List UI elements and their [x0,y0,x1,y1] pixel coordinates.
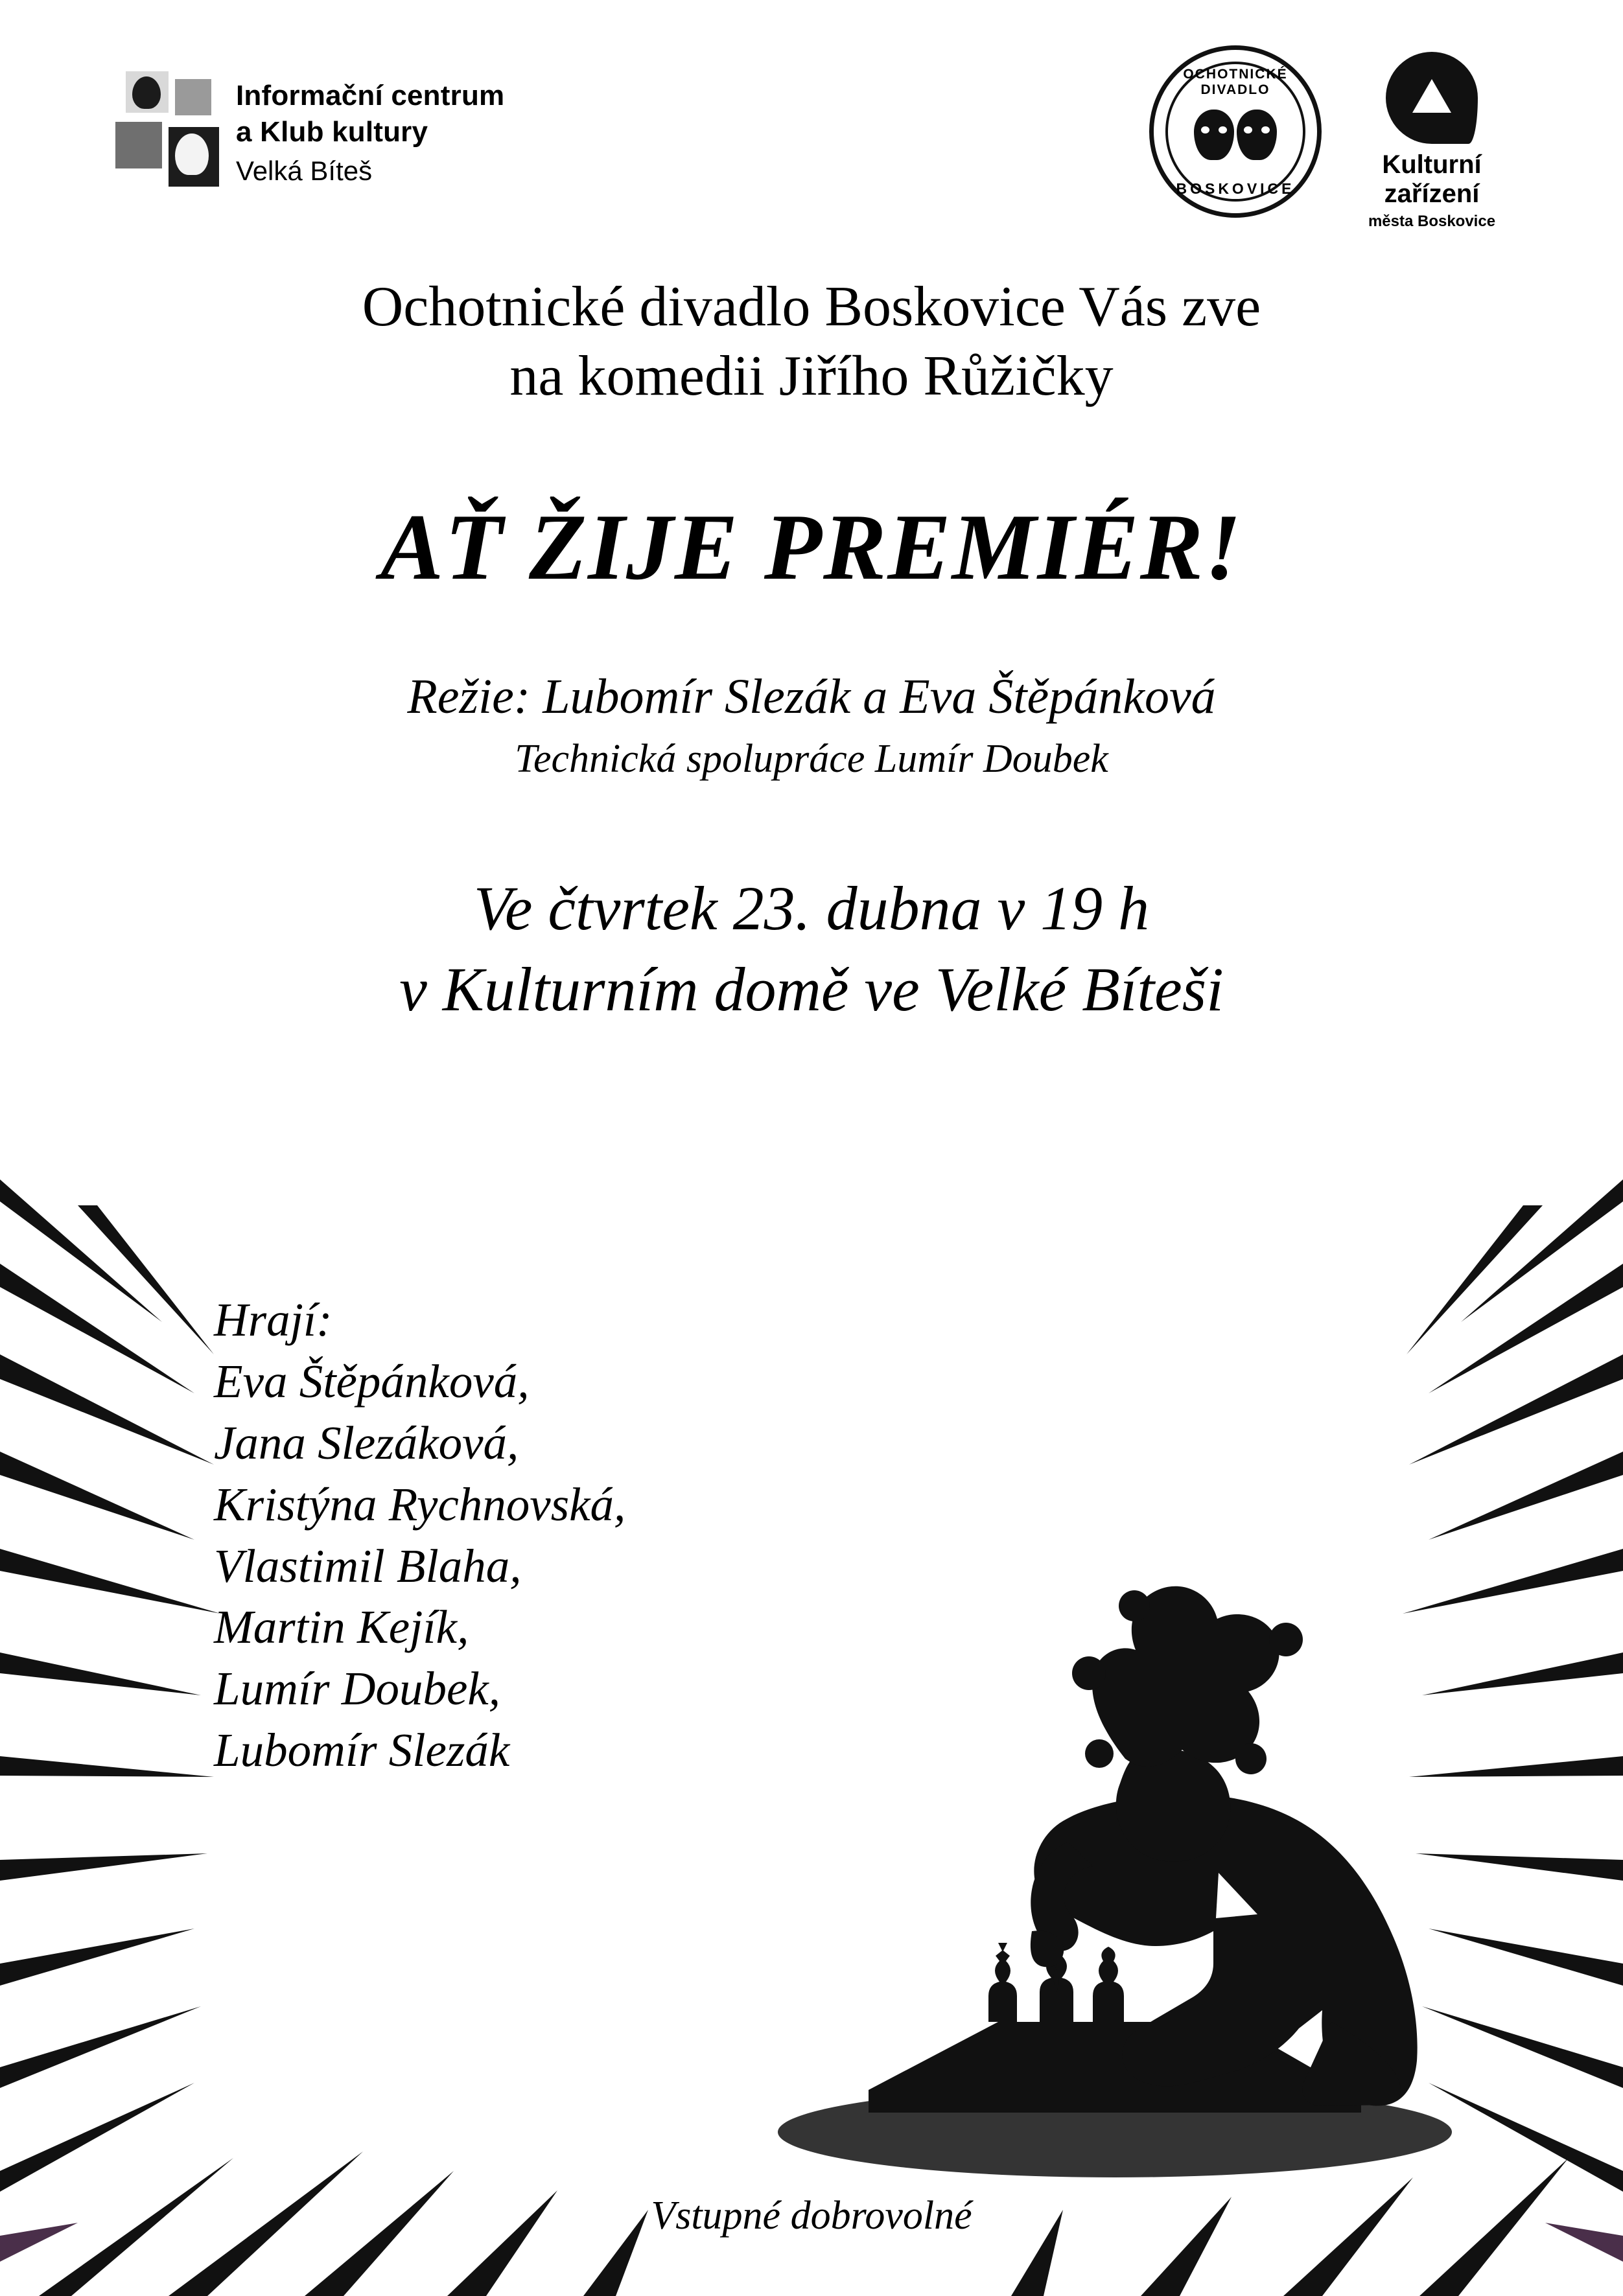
jester-chess-illustration [635,1186,1556,2197]
credits-block [0,667,1623,785]
cast-heading: Hrají: [214,1293,333,1346]
kz-line-3: města Boskovice [1368,212,1496,230]
seal-bottom-text: BOSKOVICE [1176,180,1295,197]
event-date-line: Ve čtvrtek 23. dubna v 19 h [473,874,1150,943]
seal-top-text: OCHOTNICKÉ DIVADLO [1183,67,1288,97]
event-datetime-venue [0,868,1623,1030]
theatre-masks-icon [1194,110,1277,160]
kz-line-2: zařízení [1384,179,1480,208]
invitation-text [0,272,1623,412]
logo-line-2: a Klub kultury [236,116,428,148]
ochotnicke-divadlo-boskovice-seal [1149,45,1322,218]
logo-mark-icon [115,71,219,201]
cast-member: Vlastimil Blaha, [214,1539,522,1592]
invitation-line-1: Ochotnické divadlo Boskovice Vás zve [362,275,1261,338]
page-title: AŤ ŽIJE PREMIÉR! [380,494,1243,599]
event-venue-line: v Kulturním domě ve Velké Bíteši [399,954,1224,1024]
kz-line-1: Kulturní [1382,150,1482,179]
invitation-line-2: na komedii Jiřího Růžičky [509,345,1114,408]
cast-member: Lumír Doubek, [214,1662,501,1715]
director-credit: Režie: Lubomír Slezák a Eva Štěpánková [407,669,1216,724]
cast-list [214,1290,625,1781]
logo-line-1: Informační centrum [236,80,505,111]
logo-line-3: Velká Bíteš [236,155,373,186]
informacni-centrum-logo [115,71,504,201]
kz-mark-icon [1386,52,1478,144]
cast-member: Jana Slezáková, [214,1416,519,1469]
kulturni-zarizeni-logo [1354,45,1510,231]
cast-member: Kristýna Rychnovská, [214,1478,626,1531]
cast-member: Eva Štěpánková, [214,1354,530,1408]
technical-credit: Technická spolupráce Lumír Doubek [515,737,1108,782]
right-logo-group [1149,45,1510,231]
cast-member: Martin Kejík, [214,1601,469,1654]
admission-note: Vstupné dobrovolné [651,2194,972,2238]
cast-member: Lubomír Slezák [214,1724,510,1777]
